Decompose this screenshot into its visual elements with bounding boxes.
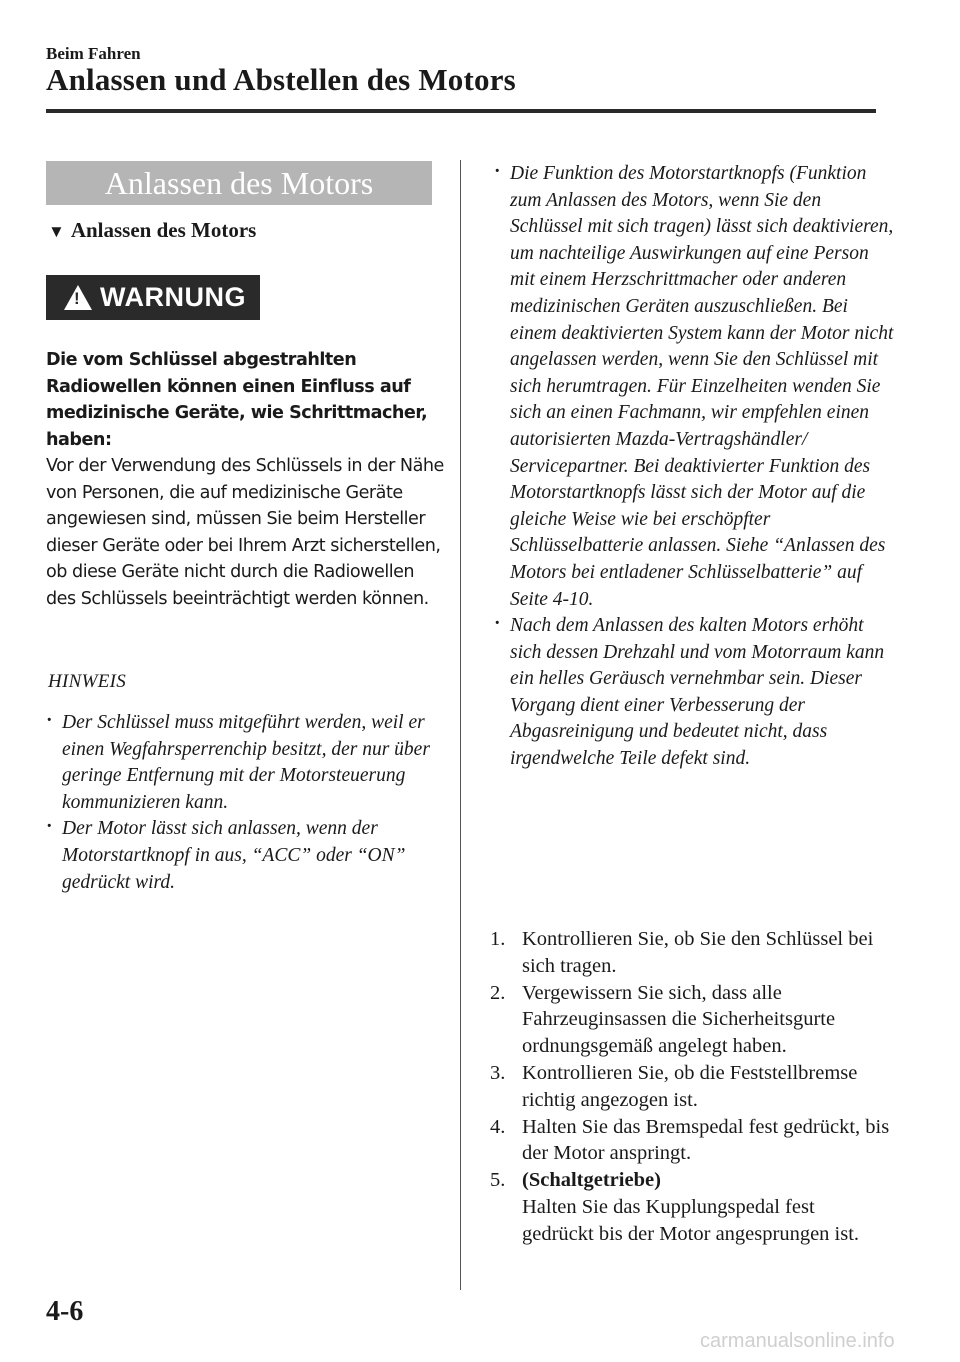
step-text: Halten Sie das Kupplungspedal fest gedrückt bis der Motor angesprungen ist.	[522, 1195, 860, 1245]
step-item	[490, 1167, 890, 1247]
step-text: Halten Sie das Bremspedal fest gedrückt, bis der Motor anspringt.	[522, 1115, 890, 1165]
step-number: 2.	[490, 981, 506, 1004]
list-item: · Nach dem Anlassen des kalten Motors erhöht sich dessen Drehzahl und vom Motorraum kann ein helles Geräusch vernehmbar sein. Dieser Vorgang dient einer Verbesserung der Abgasreinigung und bedeutet nicht, dass irgendwelche Teile defekt sind.	[494, 613, 894, 773]
column-divider	[460, 160, 461, 1290]
step-item	[490, 1060, 890, 1114]
step-item	[490, 926, 890, 980]
step-item	[490, 1114, 890, 1168]
step-text: Kontrollieren Sie, ob Sie den Schlüssel bei sich tragen.	[522, 928, 874, 977]
chapter-label: Beim Fahren	[46, 44, 141, 63]
step-bold-label: (Schaltgetriebe)	[522, 1169, 661, 1192]
list-item: · Die Funktion des Motorstartknopfs (Funktion zum Anlassen des Motors, wenn Sie den Schlüssel mit sich tragen) lässt sich deaktivieren, um nachteilige Auswirkungen auf eine Person mit einem Herzschrittmacher oder anderen medizinischen Geräten auszuschließen. Bei einem deaktivierten System kann der Motor nicht angelassen werden, wenn Sie den Schlüssel mit sich herumtragen. Für Einzelheiten wenden Sie sich an einen Fachmann, wir empfehlen einen autorisierten Mazda-Vertragshändler/ Servicepartner. Bei deaktivierter Funktion des Motorstartknopfs lässt sich der Motor auf die gleiche Weise wie bei erschöpfter Schlüsselbatterie anlassen. Siehe “Anlassen des Motors bei entladener Schlüsselbatterie” auf Seite 4-10.	[494, 161, 894, 613]
step-number: 4.	[490, 1115, 506, 1138]
note-label: HINWEIS	[48, 671, 127, 692]
watermark: carmanualsonline.info	[700, 1330, 895, 1352]
step-number: 1.	[490, 928, 506, 950]
step-number: 5.	[490, 1169, 506, 1192]
step-text: Kontrollieren Sie, ob die Feststellbremse richtig angezogen ist.	[522, 1061, 858, 1111]
warning-triangle-icon	[64, 285, 92, 310]
list-item: · Der Motor lässt sich anlassen, wenn der Motorstartknopf in aus, “ACC” oder “ON” gedrückt wird.	[46, 816, 451, 896]
page-number: 4-6	[46, 1296, 84, 1327]
header-rule	[46, 109, 876, 113]
note-list-left	[46, 710, 451, 896]
step-item	[490, 980, 890, 1060]
warning-body	[46, 347, 446, 612]
step-number: 3.	[490, 1061, 506, 1084]
steps-list	[490, 926, 890, 1248]
step-text: Vergewissern Sie sich, dass alle Fahrzeuginsassen die Sicherheitsgurte ordnungsgemäß angelegt haben.	[522, 981, 836, 1058]
warning-icon-glyph: !	[74, 289, 80, 308]
warning-box	[46, 275, 260, 320]
subheading	[48, 218, 256, 243]
warning-label: WARNUNG	[100, 282, 246, 312]
triangle-down-icon: ▼	[48, 222, 65, 241]
note-list-right	[494, 161, 894, 773]
warning-body-text: Vor der Verwendung des Schlüssels in der Nähe von Personen, die auf medizinische Geräte angewiesen sind, müssen Sie beim Hersteller dieser Geräte oder bei Ihrem Arzt sicherstellen, ob diese Geräte nicht durch die Radiowellen des Schlüssels beeinträchtigt werden können.	[46, 456, 444, 609]
page-title: Anlassen und Abstellen des Motors	[46, 62, 516, 97]
list-item: · Der Schlüssel muss mitgeführt werden, weil er einen Wegfahrsperrenchip besitzt, der nur über geringe Entfernung mit der Motorsteuerung kommunizieren kann.	[46, 710, 451, 816]
section-title-box: Anlassen des Motors	[46, 161, 432, 205]
warning-bold-text: Die vom Schlüssel abgestrahlten Radiowellen können einen Einfluss auf medizinische Geräte, wie Schrittmacher, haben:	[46, 350, 428, 450]
subheading-text: Anlassen des Motors	[70, 218, 257, 242]
